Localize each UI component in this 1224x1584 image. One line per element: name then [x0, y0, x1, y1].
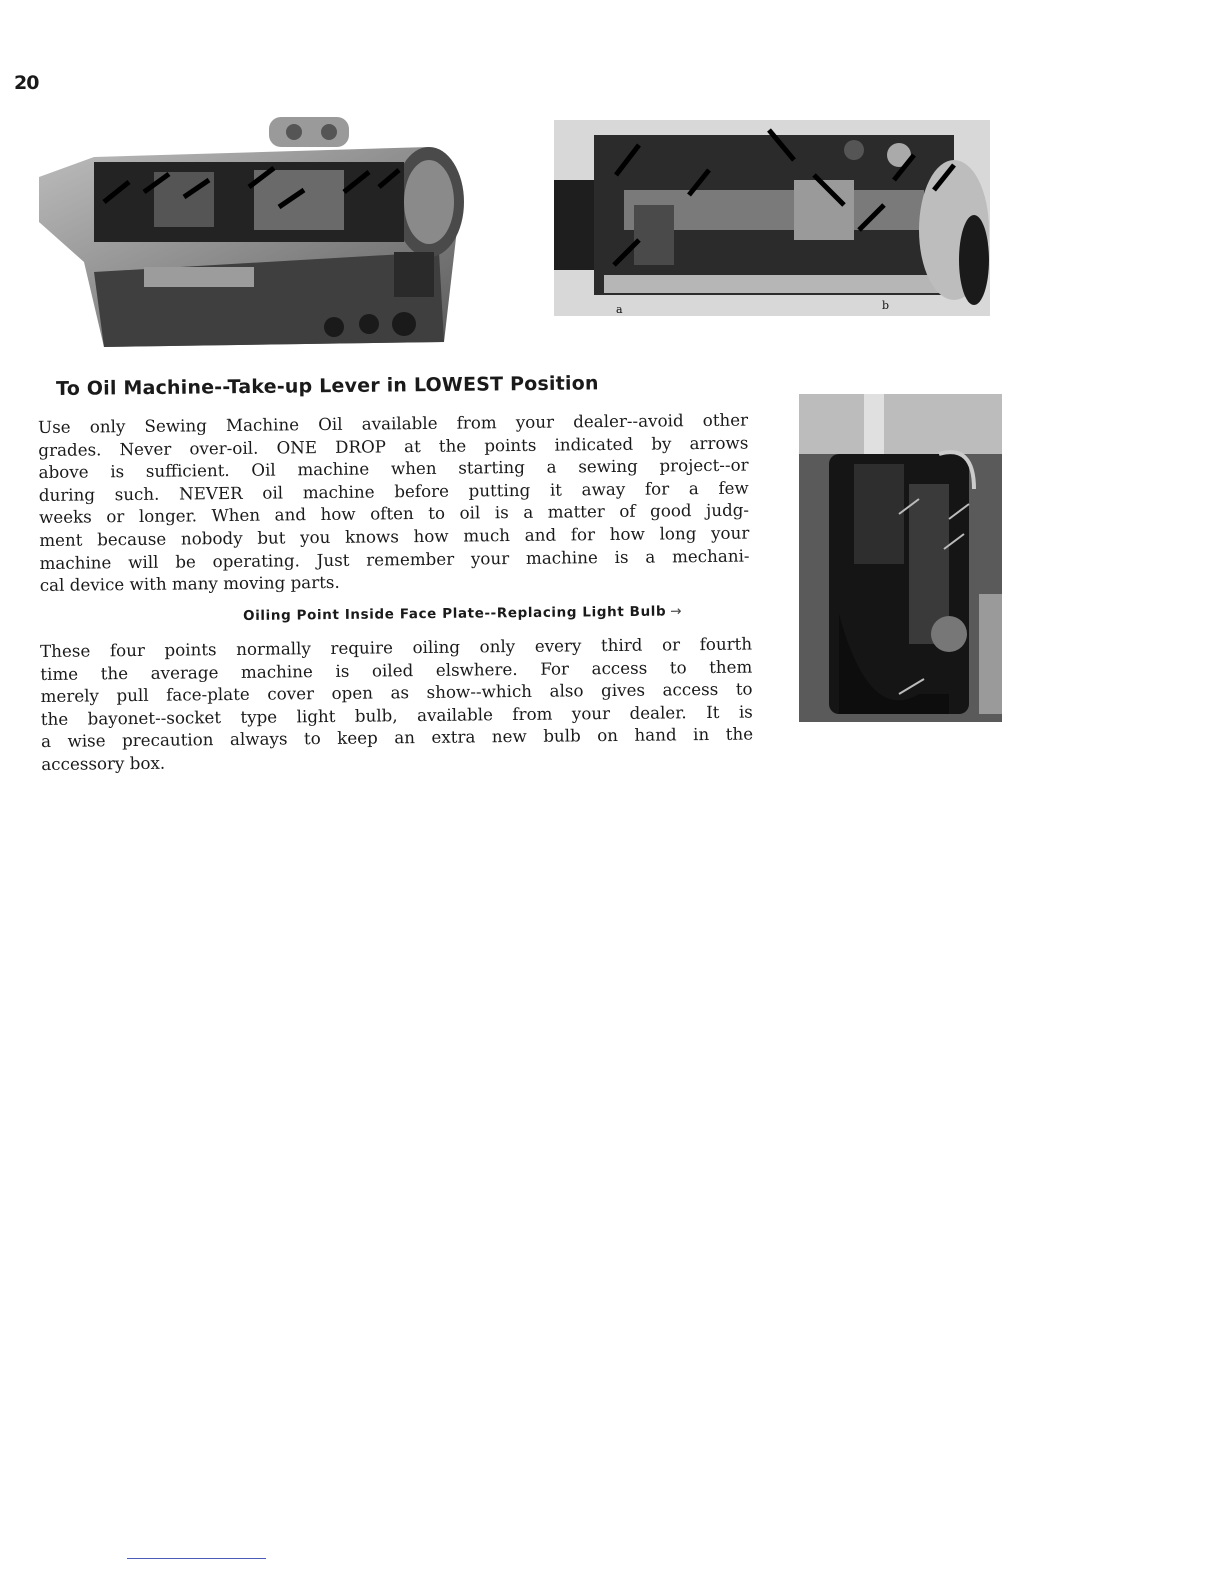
section-heading: To Oil Machine--Take-up Lever in LOWEST Position [56, 372, 599, 400]
sewing-machine-arm-photo [554, 120, 990, 316]
paragraph-line: merely pull face-plate cover open as show--which also gives access to [40, 678, 753, 707]
sewing-machine-underside-photo [34, 102, 466, 352]
face-plate-paragraph [40, 633, 753, 776]
paragraph-line: a wise precaution always to keep an extra new bulb on hand in the [40, 723, 754, 752]
paragraph-line: weeks or longer. When and how often to oil is a matter of good judg- [38, 499, 750, 528]
face-plate-subheading [243, 603, 682, 624]
footer-rule [127, 1558, 266, 1559]
sewing-machine-arm-image [554, 120, 990, 316]
paragraph-line: grades. Never over-oil. ONE DROP at the points indicated by arrows [38, 432, 749, 460]
paragraph-line: Use only Sewing Machine Oil available from your dealer--avoid other [38, 409, 749, 437]
oiling-instructions-paragraph [38, 409, 750, 597]
photo-label-b: b [882, 299, 890, 312]
paragraph-line: accessory box. [41, 752, 166, 774]
paragraph-line: machine will be operating. Just remember your machine is a mechani- [39, 545, 750, 573]
sewing-machine-underside-image [34, 102, 466, 352]
paragraph-line: above is sufficient. Oil machine when starting a sewing project--or [38, 454, 749, 483]
face-plate-photo [799, 394, 1002, 722]
right-arrow-icon: → [670, 603, 683, 620]
paragraph-line: ment because nobody but you knows how much and for how long your [39, 522, 750, 550]
paragraph-line: cal device with many moving parts. [39, 572, 340, 596]
photo-label-a: a [616, 303, 623, 316]
paragraph-line: the bayonet--socket type light bulb, available from your dealer. It is [40, 701, 753, 729]
subheading-text: Oiling Point Inside Face Plate--Replacing Light Bulb [243, 603, 667, 624]
face-plate-image [799, 394, 1002, 722]
paragraph-line: These four points normally require oiling only every third or fourth [40, 633, 753, 661]
paragraph-line: during such. NEVER oil machine before putting it away for a few [38, 477, 749, 505]
page-number: 20 [14, 72, 39, 94]
paragraph-line: time the average machine is oiled elswhere. For access to them [40, 656, 753, 684]
